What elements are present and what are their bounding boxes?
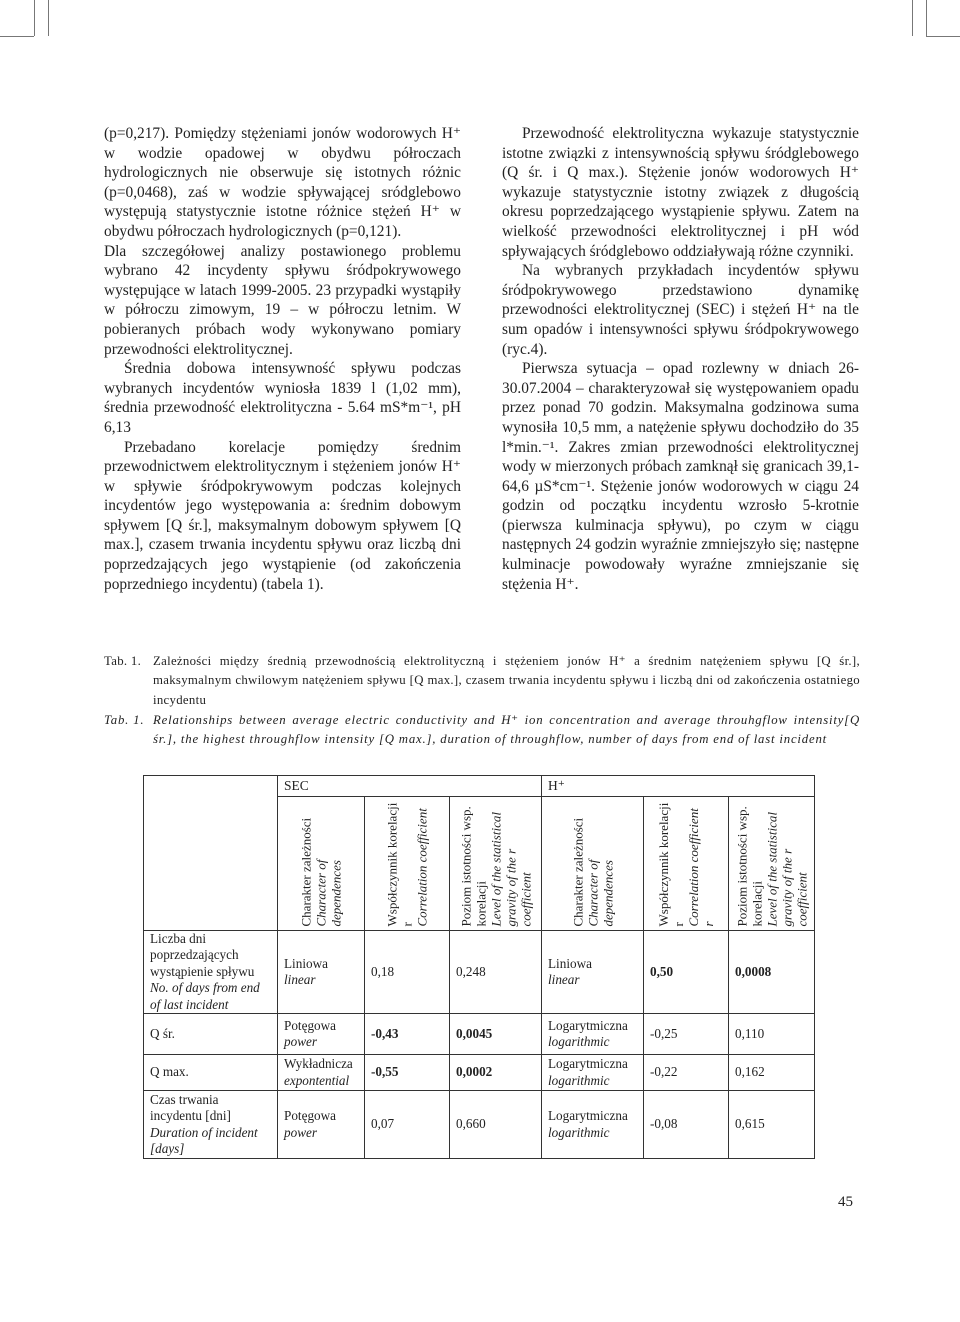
caption-text: Relationships between average electric conductivity and H⁺ ion concentration and average throuhgflow intensity[Q śr.], the highest throughflow intensity [Q max.], duration of throughflow, number of days from end of last incident [153,713,860,747]
column-header: Charakter zależności Character of dependences [542,797,644,931]
column-header: Charakter zależności Character of dependences [278,797,365,931]
paragraph: Przebadano korelacje pomiędzy średnim przewodnictwem elektrolitycznym i stężeniem jonów H⁺ w spływie śródpokrywowym podczas kolejnych incydentów jego występowania a: średnim dobowym spływem [Q śr.], maksymalnym dobowym spływem [Q max.], czasem trwania incydentu spływu oraz liczbą dni poprzedzających jego wystąpienie (od zakończenia poprzedniego incydentu) (tabela 1). [104,438,461,593]
table-cell: Liczba dni poprzedzających wystąpienie spływu No. of days from end of last incident [144,931,278,1014]
table-cell: 0,0008 [729,931,815,1014]
crop-mark [34,0,35,36]
paragraph: (p=0,217). Pomiędzy stężeniami jonów wodorowych H⁺ w wodzie opadowej w obydwu półroczach hydrologicznych nie obserwuje się istotnych różnic (p=0,0468), zaś w wodzie spływającej sródglebowo występują statystycznie istotne różnice stężeń H⁺ w obydwu półroczach hydrologicznych (p=0,121). [104,125,461,240]
table-cell: 0,110 [729,1014,815,1055]
crop-mark [48,0,49,36]
table-cell: 0,615 [729,1091,815,1159]
table-row [144,931,815,1014]
table-row [144,1014,815,1055]
table-cell: -0,25 [644,1014,729,1055]
table-row [144,1091,815,1159]
paragraph: Średnia dobowa intensywność spływu podczas wybranych incydentów wyniosła 1839 l (1,02 mm), średnia przewodność elektrolityczna - 5.64 mS*m⁻¹, pH 6,13 [104,360,461,436]
table-cell: Logarytmiczna logarithmic [542,1055,644,1091]
left-text-column [104,124,461,594]
column-header: Współczynnik korelacji r Correlation coefficient [365,797,450,931]
table-cell: Liniowa linear [278,931,365,1014]
column-header: Poziom istotności wsp. korelacji Level of the statistical gravity of the r coefficient [450,797,542,931]
page-number: 45 [838,1194,853,1210]
table-cell: -0,22 [644,1055,729,1091]
paragraph: Na wybranych przykładach incydentów spływu śródpokrywowego przedstawiono dynamikę przewodności elektrolitycznej (SEC) i stężeń H⁺ na tle sum opadów i intensywności spływu śródpokrywowego (ryc.4). [502,262,859,358]
table-cell: Potęgowa power [278,1091,365,1159]
crop-mark [926,36,960,37]
caption-label: Tab. 1. [104,654,142,668]
table-row [144,1055,815,1091]
table-cell: 0,660 [450,1091,542,1159]
table-cell: 0,50 [644,931,729,1014]
table-cell: 0,18 [365,931,450,1014]
table-cell: 0,162 [729,1055,815,1091]
paragraph: Pierwsza sytuacja – opad rozlewny w dniach 26-30.07.2004 – charakteryzował się występowaniem opadu przez ponad 70 godzin. Maksymalna godzinowa suma wynosiła 10,5 mm, a natężenie spływu dochodziło do 35 l*min.⁻¹. Zakres zmian przewodności elektrolitycznej wody w mierzonych próbach zamknął się granicach 39,1- 64,6 µS*cm⁻¹. Stężenie jonów wodorowych w ciągu 24 godzin od początku incydentu wzrosło 5-krotnie (pierwsza kulminacja spływu), po czym w ciągu następnych 24 godzin wyraźnie zmniejszyło się; następne kulminacje powodowały wyraźne zmniejszanie się stężenia H⁺. [502,360,859,593]
table-cell: 0,0045 [450,1014,542,1055]
caption-label: Tab. 1. [104,713,145,727]
table-cell: 0,248 [450,931,542,1014]
group-header-h: H⁺ [542,776,815,797]
crop-mark [926,0,927,36]
column-header: Poziom istotności wsp. korelacji Level of the statistical gravity of the r coefficient [729,797,815,931]
table-corner [144,776,278,931]
caption-text: Zależności między średnią przewodnością elektrolityczną i stężeniem jonów H⁺ a średnim natężeniem spływu [Q śr.], maksymalnym chwilowym natężeniem spływu [Q max.], czasem trwania incydentu spływu i liczbą dni od zakończenia ostatniego incydentu [153,654,860,707]
table-cell: Q śr. [144,1014,278,1055]
table-cell: -0,55 [365,1055,450,1091]
crop-mark [912,0,913,36]
table-cell: -0,43 [365,1014,450,1055]
table-cell: 0,0002 [450,1055,542,1091]
group-header-sec: SEC [278,776,542,797]
column-header: Współczynnik korelacji r Correlation coefficient r [644,797,729,931]
table-cell: Czas trwania incydentu [dni] Duration of incident [days] [144,1091,278,1159]
paragraph: Dla szczegółowej analizy postawionego problemu wybrano 42 incydenty spływu śródpokrywowego występujące w latach 1999-2005. 23 przypadki wystąpiły w półroczu zimowym, 19 – w półroczu letnim. W pobieranych próbach wody wykonywano pomiary przewodności elektrolitycznej. [104,242,461,358]
paragraph: Przewodność elektrolityczna wykazuje statystycznie istotne związki z intensywnością spływu śródglebowego (Q śr. i Q max.). Stężenie jonów wodorowych H⁺ wykazuje statystycznie istotny związek z długością okresu poprzedzającego wystąpienie spływu. Zatem na wielkość przewodności elektrolitycznej i pH wód spływających śródglebowo oddziaływają różne czynniki. [502,125,859,260]
table-cell: Potęgowa power [278,1014,365,1055]
right-text-column [502,124,859,594]
table-cell: Wykładnicza expontential [278,1055,365,1091]
table-cell: Logarytmiczna logarithmic [542,1014,644,1055]
crop-mark [0,36,34,37]
table-cell: Q max. [144,1055,278,1091]
correlation-table [143,775,815,1159]
table-cell: Logarytmiczna logarithmic [542,1091,644,1159]
table-cell: -0,08 [644,1091,729,1159]
table-cell: 0,07 [365,1091,450,1159]
table-cell: Liniowa linear [542,931,644,1014]
